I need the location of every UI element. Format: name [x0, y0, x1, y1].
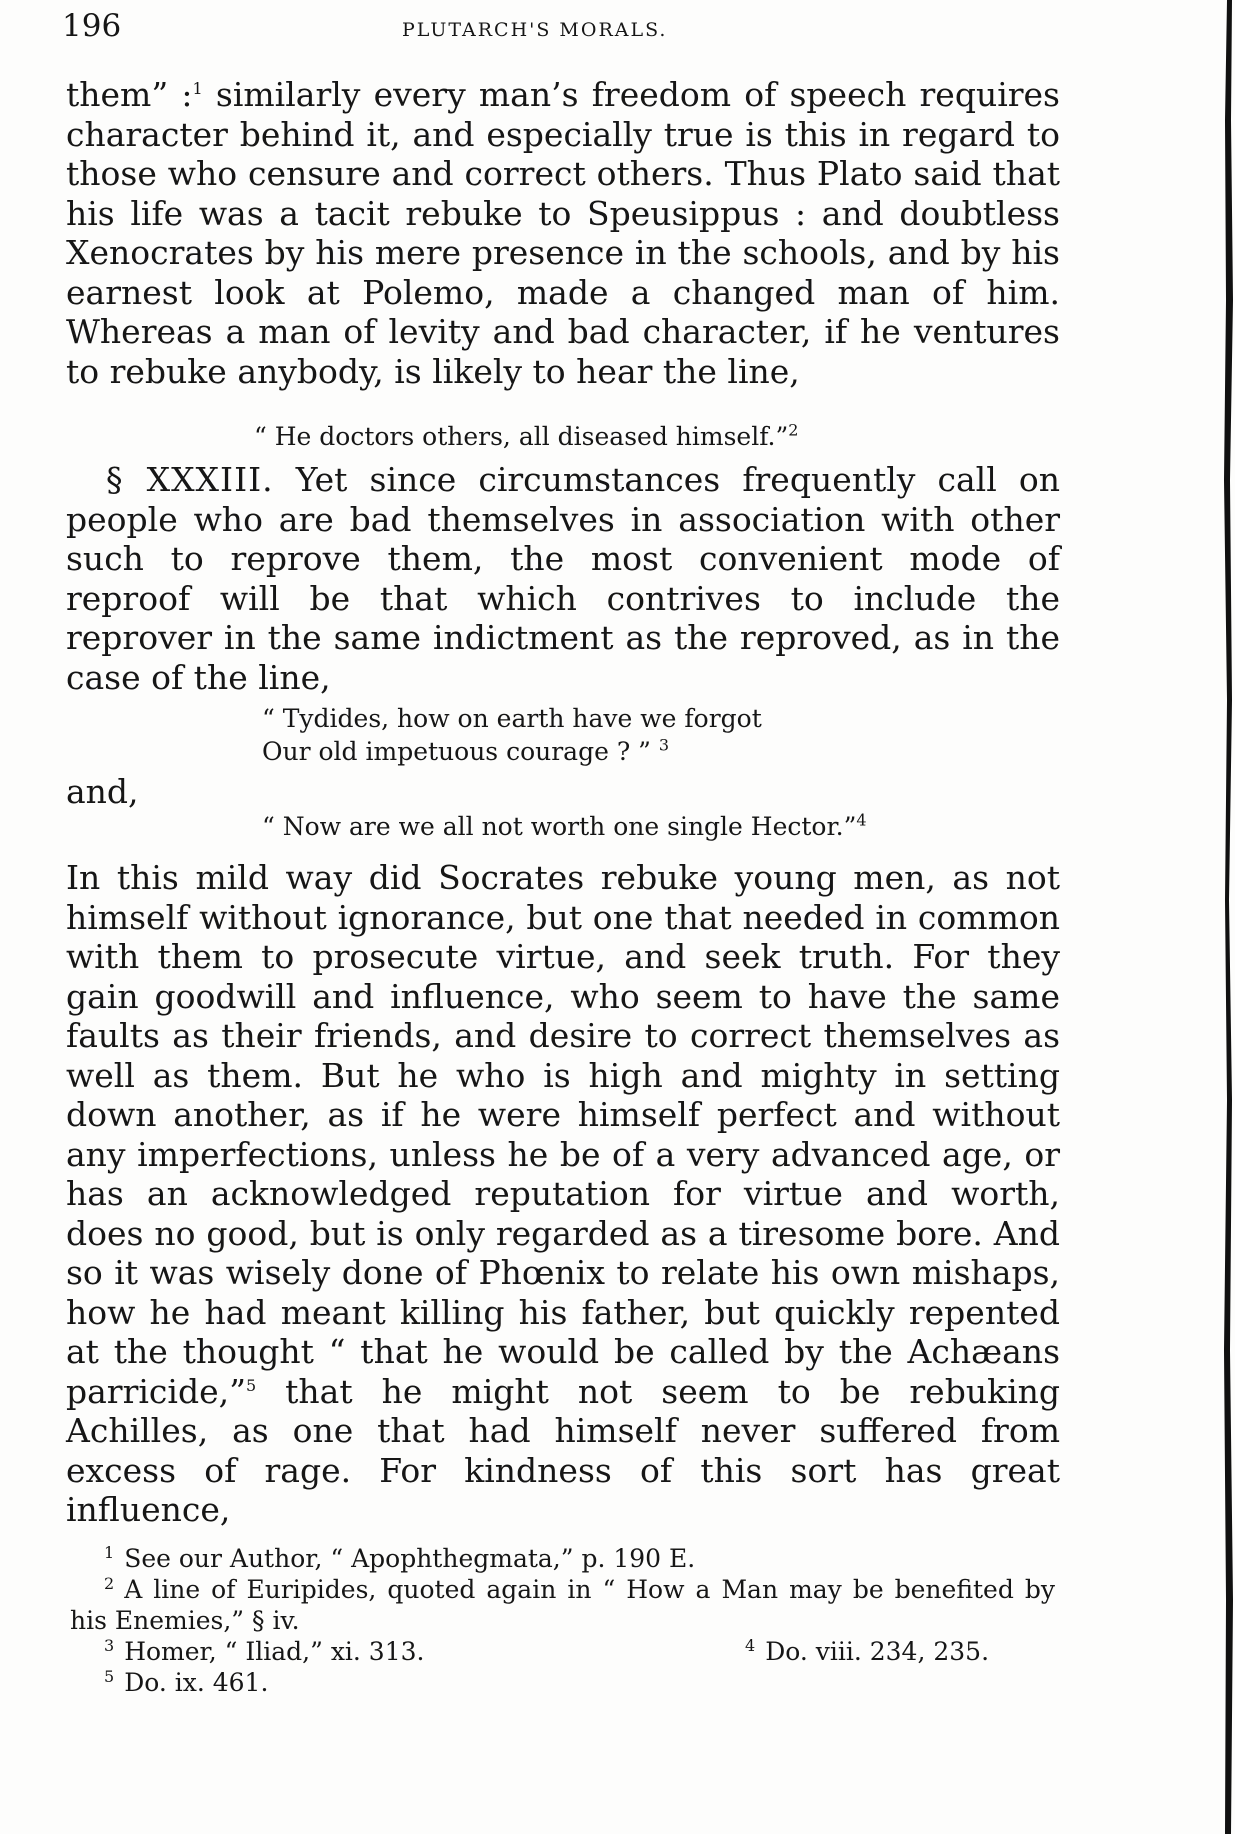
- para1-start: them” :: [66, 75, 193, 114]
- footnotes: [70, 1543, 1055, 1698]
- footnote-ref-2: 2: [788, 420, 799, 440]
- footnote-5: [70, 1667, 1055, 1698]
- footnote-2-number: 2: [104, 1573, 115, 1593]
- page-header: [62, 8, 1062, 48]
- quote-tydides-line2: Our old impetuous courage ? ”: [262, 737, 651, 766]
- quote-doctors-text: “ He doctors others, all diseased himself.”: [254, 422, 789, 451]
- running-title: PLUTARCH'S MORALS.: [402, 19, 668, 41]
- footnote-4-text: Do. viii. 234, 235.: [765, 1637, 990, 1666]
- para2-text: Yet since circumstances frequently call on people who are bad themselves in association with other such to reprove them, the most convenient mode of reproof will be that which contrives to include the reprover in the same indictment as the reproved, as in the case of the line,: [66, 460, 1060, 697]
- footnote-3-number: 3: [104, 1635, 115, 1655]
- para1-text: similarly every man’s freedom of speech requires character behind it, and especially true is this in regard to those who censure and correct others. Thus Plato said that his life was a tacit rebuke to Speusippus : and doubtless Xenocrates by his mere presence in the schools, and by his earnest look at Polemo, made a changed man of him. Whereas a man of levity and bad character, if he ventures to rebuke anybody, is likely to hear the line,: [66, 75, 1060, 391]
- footnote-1-number: 1: [104, 1542, 115, 1562]
- paragraph-socrates: [66, 858, 1060, 1530]
- para3-text-a: In this mild way did Socrates rebuke young men, as not himself without ignorance, but one that needed in common with them to prosecute virtue, and seek truth. For they gain goodwill and influence, who seem to have the same faults as their friends, and desire to correct themselves as well as them. But he who is high and mighty in setting down another, as if he were himself perfect and without any imperfections, unless he be of a very advanced age, or has an acknowledged reputation for virtue and worth, does no good, but is only regarded as a tiresome bore. And so it was wisely done of Phœnix to relate his own mishaps, how he had meant killing his father, but quickly repented at the thought “ that he would be called by the Achæans parricide,”: [66, 858, 1060, 1411]
- footnote-5-text: Do. ix. 461.: [124, 1668, 269, 1697]
- footnote-ref-3: 3: [658, 735, 670, 755]
- quote-tydides-line1: “ Tydides, how on earth have we forgot: [262, 704, 762, 733]
- footnote-4-number: 4: [745, 1635, 756, 1655]
- and-text: and,: [66, 772, 139, 811]
- footnote-ref-1: 1: [192, 79, 203, 98]
- quote-hector-text: “ Now are we all not worth one single Hector.”: [262, 812, 857, 841]
- footnote-ref-5: 5: [245, 1375, 257, 1395]
- footnote-3-text: Homer, “ Iliad,” xi. 313.: [124, 1637, 425, 1666]
- footnote-1: [70, 1543, 1055, 1574]
- connector-and: [66, 772, 1060, 812]
- quote-hector: [262, 810, 867, 843]
- footnote-4: [745, 1636, 989, 1667]
- quote-doctors: [254, 420, 798, 453]
- paragraph-continuation: [66, 75, 1060, 391]
- binding-shadow: [1205, 0, 1235, 1834]
- footnote-row-3-4: [70, 1636, 1055, 1667]
- paragraph-section-33: [66, 460, 1060, 697]
- para3-text-b: that he might not seem to be rebuking Achilles, as one that had himself never suffered from excess of rage. For kindness of this sort has great influence,: [66, 1371, 1060, 1529]
- page-number: 196: [62, 8, 122, 44]
- quote-tydides: [262, 702, 762, 768]
- footnote-2: [70, 1574, 1055, 1636]
- footnote-2-text: A line of Euripides, quoted again in “ How a Man may be benefited by his Enemies,” § iv.: [70, 1575, 1055, 1635]
- section-marker: § XXXIII.: [106, 460, 274, 499]
- footnote-1-text: See our Author, “ Apophthegmata,” p. 190 E.: [124, 1544, 696, 1573]
- footnote-ref-4: 4: [856, 810, 867, 830]
- footnote-5-number: 5: [104, 1666, 115, 1686]
